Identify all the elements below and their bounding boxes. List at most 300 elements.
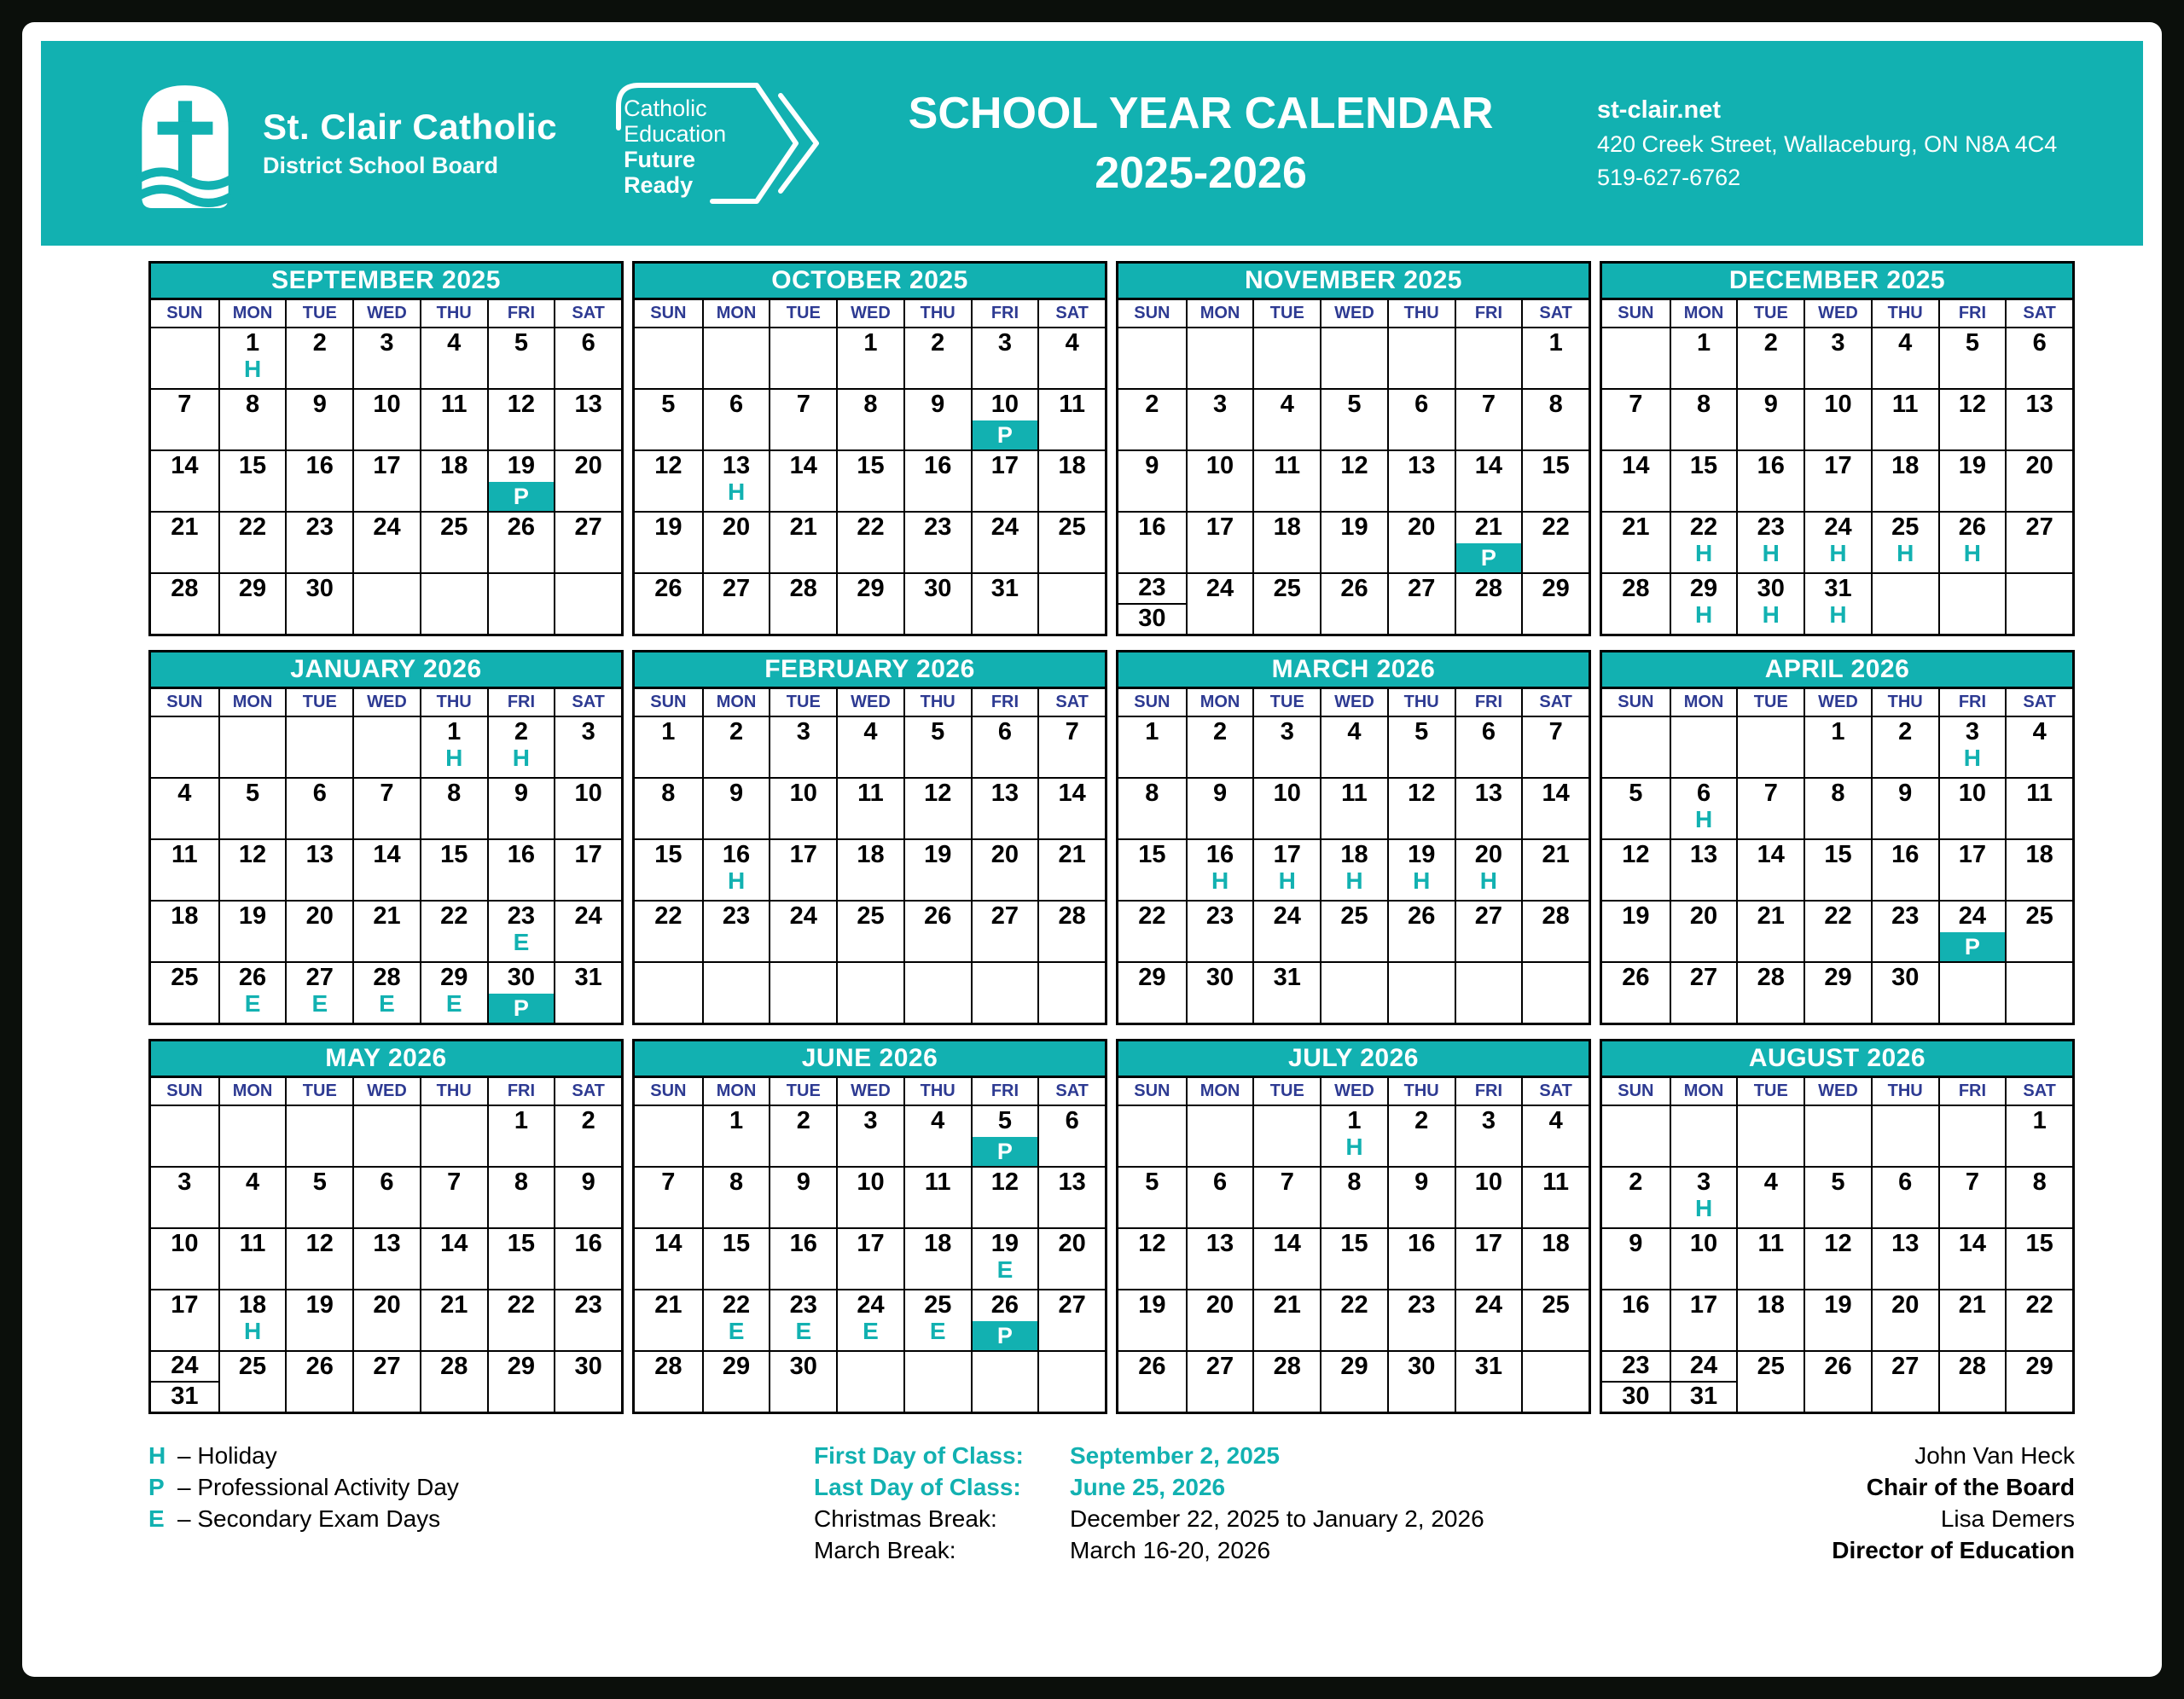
day-number: 21 [440,1291,468,1319]
day-number: 26 [1408,902,1436,930]
day-number: 4 [1548,1107,1563,1134]
day-number: 24 [574,902,602,930]
day-cell [702,390,770,449]
address: 420 Creek Street, Wallaceburg, ON N8A 4C4 [1597,130,2058,157]
day-cell [836,902,903,961]
day-header: MON [1670,1078,1737,1105]
day-number: 20 [1058,1230,1086,1257]
day-cell [1037,1229,1105,1289]
week-row [635,900,1105,961]
day-cell [1670,1168,1737,1227]
day-header-row [151,300,621,327]
day-cell [702,1290,770,1350]
day-number: 12 [924,780,952,807]
day-number: 27 [1408,575,1436,602]
day-number: 15 [1824,841,1852,868]
day-cell [1670,1290,1737,1350]
day-cell [2005,1229,2072,1289]
day-number: 7 [1629,391,1643,418]
day-cell [769,717,836,777]
day-cell [285,840,352,900]
day-marker: H [1963,745,1982,771]
day-number: 5 [1629,780,1643,807]
day-number: 16 [1757,452,1785,479]
day-cell [702,902,770,961]
day-number: 25 [1058,513,1086,541]
day-header: SUN [1134,304,1170,322]
week-row [635,716,1105,777]
day-cell [1736,574,1804,634]
day-number: 24 [1689,1352,1718,1379]
day-cell [769,1106,836,1166]
day-cell [1804,840,1871,900]
legend-item [148,1503,814,1534]
day-number: 15 [654,841,682,868]
day-number: 22 [654,902,682,930]
month-calendar [632,261,1107,636]
day-cell [151,574,218,634]
day-marker: H [1694,540,1713,566]
day-cell [1387,1168,1455,1227]
day-cell [218,328,286,388]
month-title: DECEMBER 2025 [1602,264,2072,300]
day-cell [1521,1352,1589,1412]
day-cell [1118,1168,1186,1227]
day-cell [903,717,971,777]
day-cell [903,451,971,511]
month-title: JULY 2026 [1118,1041,1589,1078]
day-number: 11 [924,1168,951,1196]
day-cell [1387,1229,1455,1289]
day-number: 13 [1408,452,1436,479]
day-number: 1 [661,718,676,745]
day-number: 17 [857,1230,885,1257]
day-cell [1455,963,1522,1023]
week-row [1118,1289,1589,1350]
day-number: 12 [1958,391,1987,418]
day-cell [151,779,218,838]
day-header: WED [836,300,903,327]
day-number: 2 [1414,1107,1429,1134]
legend-symbol: E [148,1505,165,1532]
day-number: 22 [2025,1291,2053,1319]
day-cell [1736,451,1804,511]
day-number: 22 [1340,1291,1368,1319]
day-cell [487,513,555,572]
day-header: SUN [1618,304,1654,322]
day-number: 28 [654,1353,682,1380]
day-cell [635,1229,702,1289]
day-number: 13 [1689,841,1718,868]
day-number: 29 [1824,964,1852,991]
pa-day-marker: P [1456,543,1522,572]
day-number: 27 [1058,1291,1086,1319]
day-cell [1455,451,1522,511]
day-cell [352,1229,420,1289]
day-number: 15 [238,452,267,479]
day-cell [1521,779,1589,838]
day-number: 18 [440,452,468,479]
day-marker: H [1479,867,1498,894]
day-cell [554,1290,621,1350]
day-cell [1252,451,1320,511]
day-cell [1320,513,1387,572]
day-marker: E [929,1318,946,1344]
day-cell [285,902,352,961]
day-cell [1118,840,1186,900]
day-cell [903,963,971,1023]
day-number: 26 [1340,575,1368,602]
day-number: 28 [1273,1353,1301,1380]
day-number: 13 [373,1230,401,1257]
day-cell [971,451,1038,511]
day-cell [352,963,420,1023]
day-cell [285,717,352,777]
day-number: 24 [1273,902,1301,930]
day-number: 1 [447,718,462,745]
day-number: 26 [1958,513,1987,541]
day-number: 24 [990,513,1019,541]
day-number: 8 [863,391,878,418]
day-number: 27 [305,964,334,991]
day-cell [2005,451,2072,511]
day-cell [1670,1106,1737,1166]
day-number: 26 [654,575,682,602]
day-cell [1387,1352,1455,1412]
day-cell [352,1352,420,1412]
day-cell [971,1290,1038,1350]
day-cell [903,328,971,388]
day-number: 22 [1138,902,1166,930]
month-calendar [1116,1039,1591,1414]
day-header: WED [352,689,420,716]
day-number: 18 [238,1291,267,1319]
day-cell [1871,390,1938,449]
day-number: 28 [440,1353,468,1380]
day-cell [2005,1290,2072,1350]
day-number: 25 [1273,575,1301,602]
day-cell [903,574,971,634]
day-header-row [151,1078,621,1105]
day-header: FRI [487,300,555,327]
day-number: 13 [1891,1230,1920,1257]
week-row [635,1166,1105,1227]
day-number: 31 [1474,1353,1503,1380]
day-number: 27 [574,513,602,541]
day-number: 6 [1414,391,1429,418]
month-calendar [632,1039,1107,1414]
week-row [1602,449,2072,511]
day-cell [903,513,971,572]
day-header: SUN [166,693,203,711]
day-number: 6 [997,718,1012,745]
day-cell [1871,779,1938,838]
day-cell [1387,1106,1455,1166]
day-header: WED [836,689,903,716]
day-marker: H [243,1318,262,1344]
day-cell [1602,390,1670,449]
day-cell [487,1352,555,1412]
day-number: 12 [990,1168,1019,1196]
day-cell [1602,1106,1670,1166]
day-cell [352,902,420,961]
day-cell [769,1352,836,1412]
day-number: 7 [661,1168,676,1196]
day-cell [151,963,218,1023]
day-cell [1736,328,1804,388]
week-row [151,1289,621,1350]
tagline-line: Catholic [624,96,707,121]
day-cell [1521,963,1589,1023]
day-cell [836,574,903,634]
day-header: WED [352,300,420,327]
day-number: 14 [171,452,199,479]
day-marker: E [379,990,395,1017]
day-header: TUE [769,689,836,716]
day-cell [420,963,487,1023]
legend-label: – Secondary Exam Days [177,1505,441,1532]
day-header: FRI [1938,1078,2006,1105]
day-cell [635,717,702,777]
day-header: WED [1320,689,1387,716]
day-cell [1186,451,1253,511]
day-cell [1804,390,1871,449]
day-number: 21 [1058,841,1086,868]
day-number: 9 [1212,780,1228,807]
day-number: 25 [1542,1291,1570,1319]
day-cell [1037,779,1105,838]
day-number: 26 [1138,1353,1166,1380]
day-cell [352,1290,420,1350]
day-number: 5 [931,718,945,745]
day-number: 4 [2032,718,2047,745]
day-cell [1118,1106,1186,1166]
week-row [1602,1166,2072,1227]
day-number: 13 [574,391,602,418]
day-number: 8 [1831,780,1845,807]
day-number: 20 [1891,1291,1920,1319]
day-cell [1521,451,1589,511]
day-cell [1118,390,1186,449]
day-cell [635,779,702,838]
day-number: 11 [1059,391,1085,418]
day-cell [2005,840,2072,900]
day-cell [1037,902,1105,961]
day-number: 24 [171,1352,199,1379]
day-cell [218,390,286,449]
day-number: 16 [1205,841,1234,868]
key-date-value: March 16-20, 2026 [1070,1537,1271,1563]
day-cell [2005,1106,2072,1166]
day-number: 6 [1065,1107,1079,1134]
day-cell [1118,902,1186,961]
week-row [1118,900,1589,961]
day-number: 9 [1629,1230,1643,1257]
day-number: 11 [1542,1168,1569,1196]
day-number: 12 [654,452,682,479]
day-header: THU [903,1078,971,1105]
day-number: 23 [1138,574,1166,601]
day-header: WED [836,1078,903,1105]
day-number: 26 [924,902,952,930]
day-marker: H [243,356,262,382]
month-title: FEBRUARY 2026 [635,652,1105,689]
day-header: SAT [1037,689,1105,716]
day-number: 16 [1138,513,1166,541]
signature-name: John Van Heck [1914,1442,2075,1469]
day-number: 15 [1542,452,1570,479]
day-cell [1521,328,1589,388]
week-row [1118,716,1589,777]
day-number: 23 [574,1291,602,1319]
day-cell [1938,574,2006,634]
day-cell [635,963,702,1023]
day-cell [1387,1290,1455,1350]
day-header: THU [1871,300,1938,327]
day-number: 3 [581,718,595,745]
day-number: 5 [661,391,676,418]
day-cell [1186,717,1253,777]
day-cell [702,1229,770,1289]
day-cell [420,390,487,449]
day-number: 10 [1689,1230,1718,1257]
day-cell [1455,328,1522,388]
day-cell [420,513,487,572]
month-title: NOVEMBER 2025 [1118,264,1589,300]
day-cell [1320,1106,1387,1166]
day-number: 14 [440,1230,468,1257]
day-cell [1804,963,1871,1023]
day-number: 5 [1831,1168,1845,1196]
day-cell [1252,840,1320,900]
day-marker: H [445,745,463,771]
day-number: 31 [151,1381,218,1412]
day-number: 24 [789,902,817,930]
day-cell [1670,963,1737,1023]
day-number: 10 [1474,1168,1503,1196]
day-cell [1938,902,2006,961]
day-number: 27 [373,1353,401,1380]
day-number: 27 [1689,964,1718,991]
day-number: 3 [796,718,810,745]
day-number: 15 [1138,841,1166,868]
day-cell [1320,717,1387,777]
day-cell [218,840,286,900]
day-number: 30 [1602,1381,1670,1412]
day-header-row [1118,300,1589,327]
day-header: WED [1320,1078,1387,1105]
day-cell [1871,1290,1938,1350]
day-number: 6 [729,391,744,418]
day-cell [218,963,286,1023]
day-number: 27 [722,575,751,602]
day-number: 5 [1414,718,1429,745]
day-marker: H [1211,867,1229,894]
day-header: WED [1804,300,1871,327]
day-header: MON [218,1078,286,1105]
day-number: 9 [1414,1168,1429,1196]
day-number: 2 [1212,718,1228,745]
day-number: 17 [1205,513,1234,541]
day-header: SUN [650,304,687,322]
day-number: 9 [796,1168,810,1196]
day-number: 12 [1824,1230,1852,1257]
day-cell [1871,1106,1938,1166]
week-row [1118,327,1589,388]
day-number: 9 [931,391,945,418]
day-number: 19 [924,841,952,868]
day-number: 9 [729,780,744,807]
day-header: THU [420,300,487,327]
month-calendar [1116,650,1591,1025]
day-header: MON [702,300,770,327]
day-cell [1670,779,1737,838]
day-cell [1252,1352,1320,1412]
day-number: 1 [863,329,878,357]
day-cell [1118,1229,1186,1289]
page-title-line1: SCHOOL YEAR CALENDAR [908,88,1494,138]
day-cell [1602,328,1670,388]
pa-day-marker: P [1940,932,2006,961]
day-number: 22 [722,1291,751,1319]
day-cell [769,1168,836,1227]
day-cell [1938,390,2006,449]
day-cell [554,574,621,634]
week-row [151,716,621,777]
day-header: MON [1670,689,1737,716]
day-cell [1320,779,1387,838]
month-title: APRIL 2026 [1602,652,2072,689]
legend-label: – Holiday [177,1442,277,1469]
day-number: 18 [1757,1291,1785,1319]
month-title: AUGUST 2026 [1602,1041,2072,1078]
day-cell [836,840,903,900]
day-number: 1 [1831,718,1845,745]
board-logo-icon [133,78,237,208]
legend-item [148,1471,814,1503]
day-cell [487,840,555,900]
day-cell [769,779,836,838]
day-number: 12 [238,841,267,868]
day-number: 19 [1622,902,1650,930]
day-cell [420,779,487,838]
day-cell [1521,1168,1589,1227]
day-cell [836,1352,903,1412]
day-cell [971,1352,1038,1412]
day-cell [554,1352,621,1412]
day-cell [1387,328,1455,388]
day-number: 16 [1891,841,1920,868]
day-number: 27 [1891,1353,1920,1380]
month-title: MAY 2026 [151,1041,621,1078]
day-number: 25 [857,902,885,930]
day-number: 24 [1474,1291,1503,1319]
day-number: 21 [1542,841,1570,868]
week-row [1602,1227,2072,1289]
day-cell [1037,963,1105,1023]
day-number: 6 [1481,718,1496,745]
day-number: 19 [1138,1291,1166,1319]
day-header: SUN [1134,693,1170,711]
week-row [151,777,621,838]
day-cell [1455,1106,1522,1166]
day-number: 18 [1340,841,1368,868]
week-row [1118,777,1589,838]
day-number: 16 [574,1230,602,1257]
day-number: 1 [1145,718,1159,745]
key-dates [814,1440,1484,1566]
day-number: 29 [440,964,468,991]
